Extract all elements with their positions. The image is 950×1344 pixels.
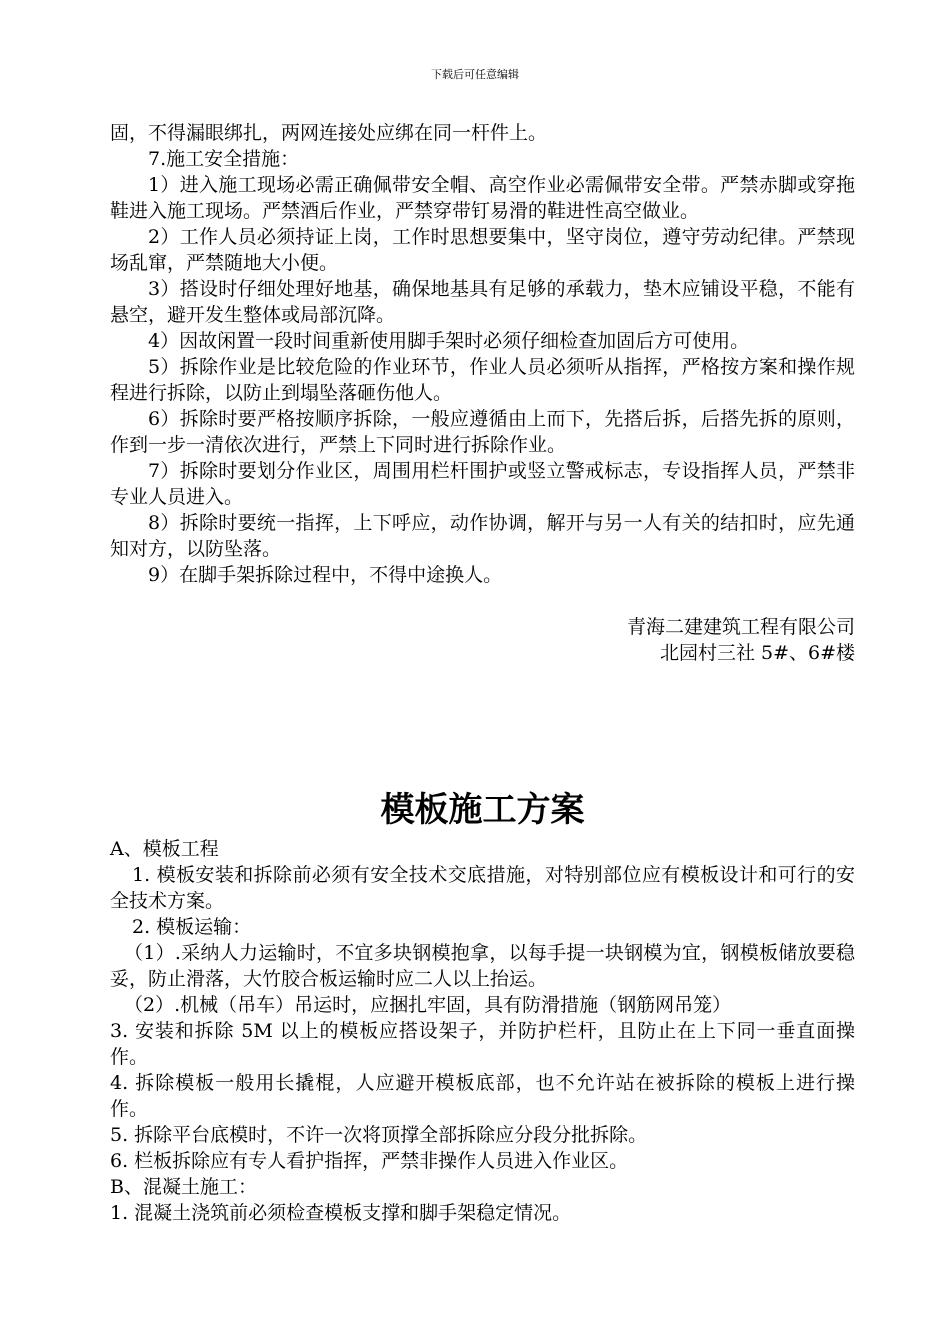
list-item: 5）拆除作业是比较危险的作业环节，作业人员必须听从指挥，严格按方案和操作规程进行拆除，以防止到塌坠落砸伤他人。 <box>110 356 855 404</box>
section-heading-concrete: B、混凝土施工： <box>110 1176 257 1198</box>
paragraph: 固，不得漏眼绑扎，两网连接处应绑在同一杆件上。 <box>110 122 548 144</box>
list-item: 5. 拆除平台底模时，不许一次将顶撑全部拆除应分段分批拆除。 <box>110 1124 648 1146</box>
list-item: 8）拆除时要统一指挥，上下呼应，动作协调，解开与另一人有关的结扣时，应先通知对方，以防坠落。 <box>110 512 855 560</box>
list-item: 1. 混凝土浇筑前必须检查模板支撑和脚手架稳定情况。 <box>110 1202 572 1224</box>
list-item: 6）拆除时要严格按顺序拆除，一般应遵循由上而下，先搭后拆，后搭先拆的原则，作到一步一清依次进行，严禁上下同时进行拆除作业。 <box>110 408 855 456</box>
list-item: 6. 栏板拆除应有专人看护指挥，严禁非操作人员进入作业区。 <box>110 1150 629 1172</box>
list-item: 3）搭设时仔细处理好地基，确保地基具有足够的承载力，垫木应铺设平稳，不能有悬空，避开发生整体或局部沉降。 <box>110 278 855 326</box>
list-item: （1）.采纳人力运输时，不宜多块钢模抱拿，以每手提一块钢模为宜，钢模板储放要稳妥，防止滑落，大竹胶合板运输时应二人以上抬运。 <box>110 942 855 990</box>
list-item: 2. 模板运输： <box>132 916 252 938</box>
list-item: 9）在脚手架拆除过程中，不得中途换人。 <box>148 564 503 586</box>
list-item: 2）工作人员必须持证上岗，工作时思想要集中，坚守岗位，遵守劳动纪律。严禁现场乱窜，严禁随地大小便。 <box>110 226 855 274</box>
signature-project: 北园村三社 5#、6#楼 <box>659 642 855 664</box>
list-item: 1）进入施工现场必需正确佩带安全帽、高空作业必需佩带安全带。严禁赤脚或穿拖鞋进入施工现场。严禁酒后作业，严禁穿带钉易滑的鞋进性高空做业。 <box>110 174 855 222</box>
section-title: 模板施工方案 <box>380 790 585 830</box>
list-item: 1. 模板安装和拆除前必须有安全技术交底措施，对特别部位应有模板设计和可行的安全技术方案。 <box>110 864 855 912</box>
list-item: （2）.机械（吊车）吊运时，应捆扎牢固，具有防滑措施（钢筋网吊笼） <box>124 994 732 1016</box>
list-item: 3. 安装和拆除 5M 以上的模板应搭设架子，并防护栏杆，且防止在上下同一垂直面操作。 <box>110 1020 855 1068</box>
signature-company: 青海二建建筑工程有限公司 <box>626 616 855 638</box>
document-body <box>110 120 855 1226</box>
page-header-note: 下载后可任意编辑 <box>431 68 519 81</box>
list-item: 4）因故闲置一段时间重新使用脚手架时必须仔细检查加固后方可使用。 <box>148 330 750 352</box>
section-heading-formwork: A、模板工程 <box>110 838 219 860</box>
list-item: 7）拆除时要划分作业区，周围用栏杆围护或竖立警戒标志，专设指挥人员，严禁非专业人员进入。 <box>110 460 855 508</box>
list-item: 4. 拆除模板一般用长撬棍，人应避开模板底部，也不允许站在被拆除的模板上进行操作。 <box>110 1072 855 1120</box>
section-heading-safety: 7.施工安全措施： <box>148 148 300 170</box>
